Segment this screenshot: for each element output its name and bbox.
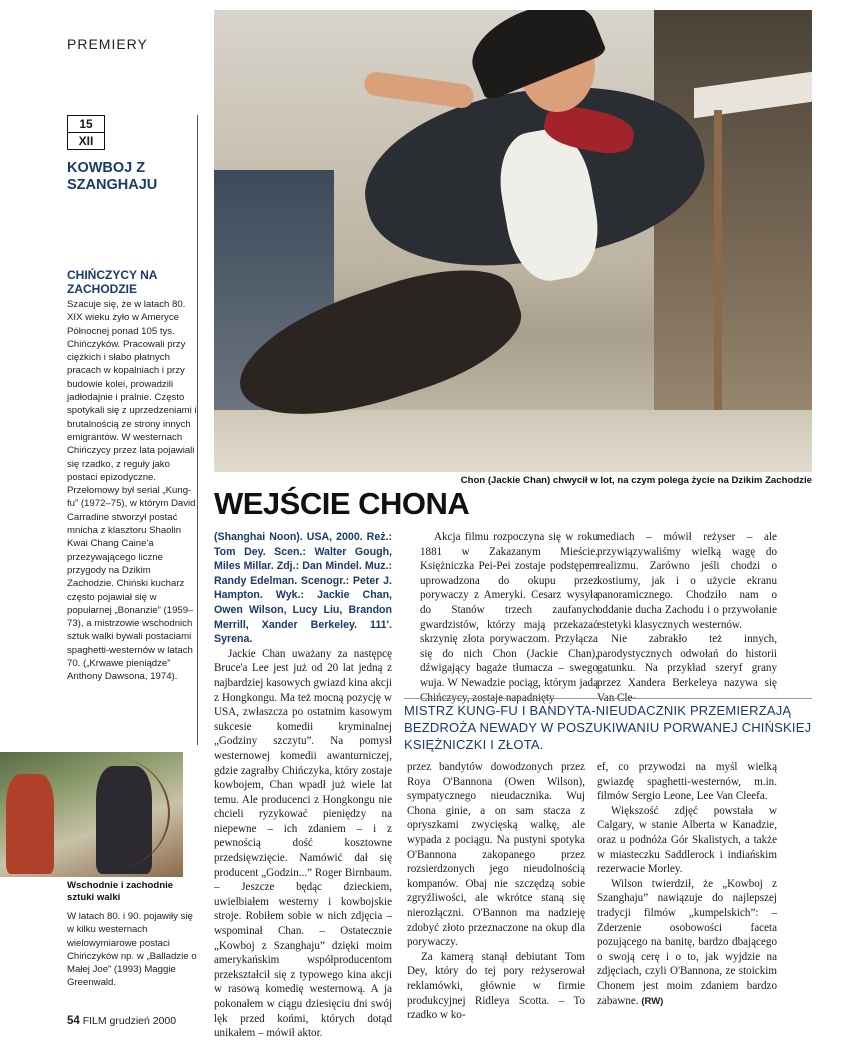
sidebar-text: Szacuje się, że w latach 80. XIX wieku żyło w Ameryce Północnej ponad 105 tys. Chińczyków. Pracowali przy ciężkich i słabo płatnych pracach w kopalniach i przy budowie kolei, prowadzili jadłodajnie i pralnie. Często spotykali się z uprzedzeniami i brutalnością ze strony innych emigrantów. W westernach Chińczycy przez lata pojawiali się rzadko, z reguły jako postaci epizodyczne. Przełomowy był serial „Kung-fu” (1972–75), w którym David Carradine stworzył postać mnicha z klasztoru Shaolin Kwai Chang Caine'a przeżywającego liczne przygody na Dzikim Zachodzie. Chiński kucharz często pojawiał się w popularnej „Bonanzie” (1959–73), a mistrzowie wschodnich sztuk walki bywali postaciami spaghetti-westernów w latach 70. („Krwawe pieniądze” Anthony Dawsona, 1974). [67, 299, 197, 683]
author-byline: (RW) [641, 995, 664, 1007]
paragraph: ef, co przywodzi na myśl wielką gwiazdę spaghetti-westernów, m.in. filmów Sergio Leone, Lee Van Cleefa. [597, 761, 777, 803]
paragraph: mediach – mówił reżyser – ale przywiązywaliśmy wielką wagę do realizmu. Zarówno jeśli chodzi o kostiumy, jak i o użycie ekranu panoramicznego. Chodziło nam o oddanie ducha Zachodu i o przywołanie estetyki klasycznych westernów. [597, 531, 777, 631]
main-photo [214, 10, 812, 472]
paragraph: przez bandytów dowodzonych przez Roya O'Bannona (Owen Wilson), sympatycznego nieudacznika. Wuj Chona ginie, a on sam stacza z opryszkami zwycięską walkę, ale wypada z pociągu. Na pustyni spotyka O'Bannona zakopanego przez rozsierdzonych jego nieudolnością kompanów. Obaj nie szczędzą sobie zgryźliwości, ale wkrótce staną się nierozłączni. O'Bannon ma nadzieję zdobyć złoto przeznaczone na okup dla porywaczy. [407, 761, 585, 949]
page-number: 54 [67, 1015, 80, 1027]
paragraph: Jackie Chan uważany za następcę Bruce'a Lee jest już od 20 lat jedną z najbardziej kasowych gwiazd kina akcji z Hongkongu. Ma też mocną pozycję w USA, zwłaszcza po ostatnim kasowym sukcesie komedii kryminalnej „Godziny szczytu”. Na pomysł westernowej komedii awanturniczej, gdzie zagrałby Chińczyka, który zostaje kowbojem, Chan wpadł już wiele lat temu. Ale producenci z Hongkongu nie chcieli ryzykować pieniędzy na niepewne – ich zdaniem – i z pewnością dość kosztowne przedsięwzięcie. Namówić dał się producent „Godzin...” Roger Birnbaum. – Jeszcze będąc dzieckiem, uwielbiałem westerny i kowbojskie stroje. Robiłem sobie w nich zdjęcia – wspominał Chan. – Ostatecznie „Kowboj z Szanghaju” dzięki moim amerykańskim współproducentom przekształcił się z typowego kina akcji w rasową komedię westernową. A ja pokonałem w ciągu dziesięciu dni swój lęk przed końmi, których dotąd unikałem – mówił aktor. [214, 647, 392, 1040]
release-date-box [67, 115, 105, 150]
article-column-1 [214, 530, 392, 1041]
paragraph [597, 877, 777, 1009]
sidebar-text-2: W latach 80. i 90. pojawiły się w kilku westernach wielowymiarowe postaci Chińczyków np. w „Balladzie o Małej Joe” (1993) Maggie Greenwald. [67, 911, 197, 989]
pull-quote: MISTRZ KUNG-FU I BANDYTA-NIEUDACZNIK PRZEMIERZAJĄ BEZDROŻA NEWADY W POSZUKIWANIU PORWANEJ CHIŃSKIEJ KSIĘŻNICZKI I ZŁOTA. [404, 698, 812, 753]
paragraph: Nie zabrakło też innych, parodystycznych odwołań do historii gatunku. Na przykład szeryf grany przez Xandera Berkeleya nazywa się Van Cle- [597, 633, 777, 704]
film-credits: (Shanghai Noon). USA, 2000. Reż.: Tom Dey. Scen.: Walter Gough, Miles Millar. Zdj.: Dan Mindel. Muz.: Randy Edelman. Scenogr.: Peter J. Hampton. Wyk.: Jackie Chan, Owen Wilson, Lucy Liu, Brandon Merrill, Xander Berkeley. 111'. Syrena. [214, 531, 392, 646]
sidebar-photo [0, 752, 183, 877]
release-day: 15 [68, 116, 104, 133]
paragraph: Za kamerą stanął debiutant Tom Dey, który do tej pory reżyserował reklamówki, głównie w firmie produkcyjnej Ridleya Scotta. – To rzadko w ko- [407, 950, 585, 1022]
sidebar-divider [197, 115, 198, 745]
article-column-2-lower [407, 760, 585, 1023]
sidebar-photo-caption: Wschodnie i zachodnie sztuki walki [67, 880, 174, 903]
paragraph: Większość zdjęć powstała w Calgary, w stanie Alberta w Kanadzie, oraz u podnóża Gór Skalistych, a także w miasteczku Saddlerock i indiańskim rezerwacie Morley. [597, 804, 777, 876]
section-label: PREMIERY [67, 36, 148, 52]
article-column-3-lower [597, 760, 777, 1009]
main-photo-caption: Chon (Jackie Chan) chwycił w lot, na czym polega życie na Dzikim Zachodzie [460, 475, 812, 486]
magazine-issue: FILM grudzień 2000 [82, 1015, 177, 1027]
paragraph: Akcja filmu rozpoczyna się w roku 1881 w Zakazanym Mieście. Księżniczka Pei-Pei zostaje podstępem uprowadzona do okupu przez porywaczy z Ameryki. Cesarz wysyła do Stanów trzech zaufanych gwardzistów, którzy mają przekazać skrzynię złota porywaczom. Przyłącza się do nich Chon (Jackie Chan), dźwigający bagaże tłumacza – swego wuja. W Newadzie pociąg, którym jadą Chińczycy, zostaje napadnięty [420, 531, 598, 704]
article-column-2 [420, 530, 598, 705]
sidebar-heading: CHIŃCZYCY NA ZACHODZIE [67, 268, 158, 296]
article-column-3 [597, 530, 777, 705]
article-title: WEJŚCIE CHONA [214, 486, 470, 521]
paragraph-text: Wilson twierdził, że „Kowboj z Szanghaju” nawiązuje do najlepszej tradycji filmów „kumpelskich”: – Zderzenie osobowości faceta pozującego na banitę, bardzo dbającego o swoją cerę i o to, jak wyjdzie na zdjęciach, czyli O'Bannona, ze stoickim Chonem jest moim zdaniem bardzo zabawne. [597, 877, 777, 1007]
film-title-tag: KOWBOJ Z SZANGHAJU [67, 160, 158, 193]
page-footer [67, 1015, 176, 1027]
release-month: XII [78, 134, 94, 148]
